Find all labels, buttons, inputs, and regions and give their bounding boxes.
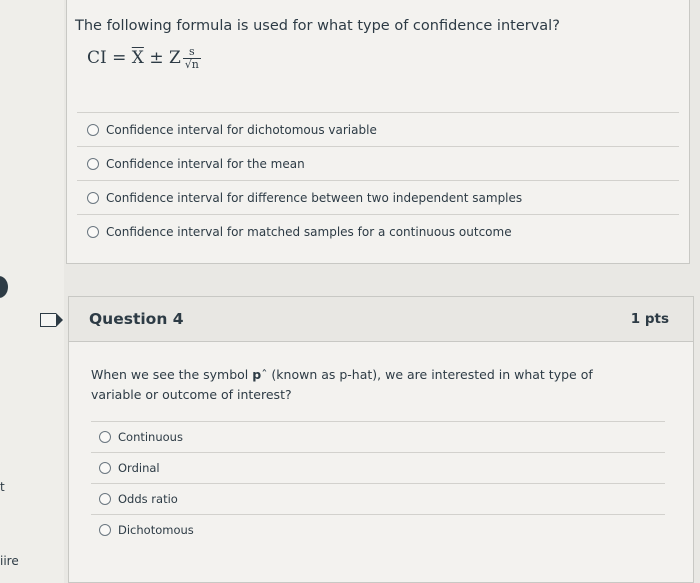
left-sidebar <box>0 0 64 583</box>
formula-lhs: CI <box>87 48 107 68</box>
answer-option[interactable] <box>91 514 665 545</box>
question-text <box>91 365 631 405</box>
sidebar-text-fragment: t <box>0 480 5 494</box>
p-symbol: p <box>252 367 262 382</box>
answer-option[interactable] <box>91 421 665 452</box>
question-header <box>69 297 693 342</box>
answer-label: Dichotomous <box>118 523 194 537</box>
question-title: Question 4 <box>89 310 184 328</box>
answer-label: Confidence interval for matched samples for a continuous outcome <box>106 224 512 239</box>
answer-option[interactable] <box>77 146 679 180</box>
formula-xbar: $\overline{X}$ <box>131 48 144 68</box>
formula-numerator: s <box>183 46 201 59</box>
formula-denominator: √n <box>184 58 199 71</box>
answer-option[interactable] <box>91 483 665 514</box>
radio-button[interactable] <box>99 462 111 474</box>
question-text-start: When we see the symbol <box>91 367 253 382</box>
answer-label: Odds ratio <box>118 492 178 506</box>
answer-option[interactable] <box>77 214 679 248</box>
formula-fraction <box>183 46 201 71</box>
question-3-card <box>66 0 690 264</box>
radio-button[interactable] <box>87 226 99 238</box>
answer-label: Ordinal <box>118 461 160 475</box>
answer-label: Continuous <box>118 430 183 444</box>
formula-pm: ± <box>149 48 164 68</box>
radio-button[interactable] <box>99 431 111 443</box>
radio-button[interactable] <box>99 524 111 536</box>
radio-button[interactable] <box>99 493 111 505</box>
question-text-end: ˆ (known as p-hat), we are interested in what type of variable or outcome of interest? <box>91 367 593 402</box>
question-points: 1 pts <box>630 311 669 327</box>
ci-formula <box>87 46 201 71</box>
radio-button[interactable] <box>87 158 99 170</box>
radio-button[interactable] <box>87 124 99 136</box>
answer-label: Confidence interval for the mean <box>106 156 305 171</box>
answer-list <box>77 112 679 248</box>
answer-option[interactable] <box>77 112 679 146</box>
answer-option[interactable] <box>91 452 665 483</box>
answer-label: Confidence interval for dichotomous variable <box>106 122 377 137</box>
answer-list <box>91 421 665 545</box>
question-text: The following formula is used for what type of confidence interval? <box>75 18 560 34</box>
question-4-card <box>68 296 694 583</box>
answer-option[interactable] <box>77 180 679 214</box>
sidebar-text-fragment: iire <box>0 554 19 568</box>
flag-question-icon[interactable] <box>40 313 56 327</box>
answer-label: Confidence interval for difference between two independent samples <box>106 190 523 205</box>
formula-equals: = <box>112 48 127 68</box>
formula-z: Z <box>168 48 181 68</box>
radio-button[interactable] <box>87 192 99 204</box>
